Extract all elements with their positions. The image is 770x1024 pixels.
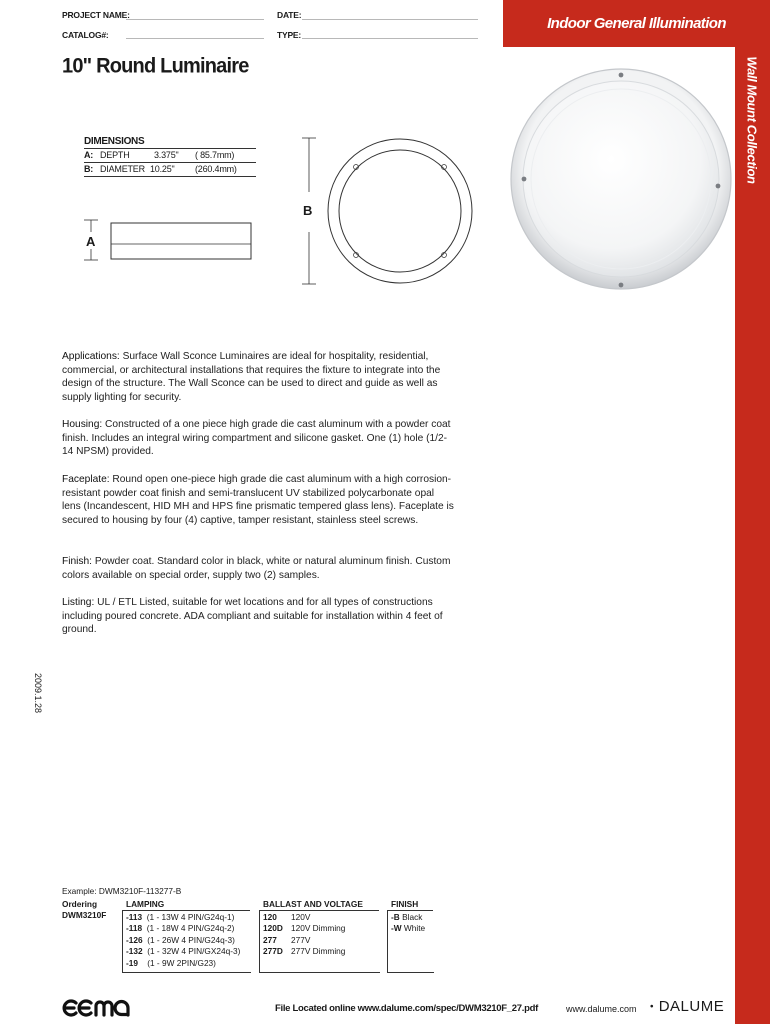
ballast-option: 277D 277V Dimming [263,946,346,957]
paragraph-text: Powder coat. Standard color in black, white or natural aluminum finish. Custom colors available on special order, supply two (2) samples. [62,556,451,581]
diameter-label: B [303,203,313,218]
lamping-option: -19 (1 - 9W 2PIN/G23) [126,957,216,968]
paragraph-finish [62,555,454,582]
ballast-options [263,912,345,958]
date-field[interactable] [302,19,478,20]
date-stamp: 2009.1.28 [33,672,43,714]
dimension-name: DEPTH [100,150,130,160]
dimension-row-diameter [84,162,256,177]
paragraph-applications [62,350,454,404]
paragraph-text: Surface Wall Sconce Luminaires are ideal for hospitality, residential, commercial, or architectural installations that requires the fixture to integrate into the design of the structure. The Wall Sconce can be used to direct and guide as well as supply lighting for security. [62,351,441,403]
ordering-label-text: Ordering [62,899,98,909]
lamping-option: -118 (1 - 18W 4 PIN/G24q-2) [126,923,235,934]
paragraph-lead: Faceplate: [62,474,110,485]
type-label: TYPE: [277,30,302,40]
front-view-diagram [298,132,488,292]
finish-option: -W White [391,923,426,934]
paragraph-housing [62,418,454,459]
eema-logo-mark [62,998,138,1018]
collection-title: Wall Mount Collection [744,56,760,184]
category-banner [503,0,770,47]
ballast-heading: BALLAST AND VOLTAGE [259,899,379,911]
product-photo [508,66,734,292]
finish-option: -B Black [391,912,423,922]
paragraph-lead: Housing: [62,419,103,430]
ordering-label [62,899,97,910]
dimension-name: DIAMETER [100,164,145,174]
finish-options [391,912,425,935]
paragraph-text: Constructed of a one piece high grade die cast aluminum with a powder coat finish. Includes an integral wiring compartment and silicone gasket. One (1) hole (1/2-14 NPSM) provided. [62,419,451,458]
type-field[interactable] [302,38,478,39]
dimensions-heading: DIMENSIONS [84,136,145,147]
dimension-key: B: [84,164,94,174]
website-link[interactable]: www.dalume.com [566,1004,637,1014]
collection-sidebar [735,47,770,1024]
dimension-key: A: [84,150,94,160]
side-view-diagram [80,214,260,264]
paragraph-lead: Listing: [62,597,95,608]
paragraph-lead: Applications: [62,351,120,362]
file-location[interactable]: File Located online www.dalume.com/spec/DWM3210F_27.pdf [275,1003,538,1014]
dimension-imperial: 3.375" [154,150,179,160]
lamping-option: -113 (1 - 13W 4 PIN/G24q-1) [126,912,235,922]
dalume-brand [650,998,724,1015]
ballast-option: 277 277V [263,934,311,945]
paragraph-lead: Finish: [62,556,93,567]
lamping-heading: LAMPING [122,899,250,911]
dimension-metric: (260.4mm) [195,164,237,174]
lamping-option: -126 (1 - 26W 4 PIN/G24q-3) [126,934,235,945]
ordering-example: Example: DWM3210F-113277-B [62,886,182,896]
ordering-model [62,910,106,921]
page-title: 10" Round Luminaire [62,54,249,78]
catalog-label: CATALOG#: [62,30,109,40]
paragraph-listing [62,596,454,637]
paragraph-text: UL / ETL Listed, suitable for wet locations and for all types of constructions including poured concrete. ADA compliant and suitable for installation within 4 feet of ground. [62,597,443,636]
finish-heading: FINISH [387,899,433,911]
bullet-icon: • [650,1001,655,1013]
project-name-label: PROJECT NAME: [62,10,130,20]
date-label: DATE: [277,10,302,20]
paragraph-text: Round open one-piece high grade die cast aluminum with a high corrosion-resistant powder coat finish and semi-translucent UV stabilized polycarbonate opal lens (Incandescent, HID MH and HPS fine prismatic tempered glass lens). Faceplate is secured to housing by four (4) captive, tamper resistant, stainless steel screws. [62,474,454,526]
paragraph-faceplate [62,473,454,527]
catalog-field[interactable] [126,38,264,39]
project-name-field[interactable] [126,19,264,20]
dimension-metric: ( 85.7mm) [195,150,235,160]
dimension-imperial: 10.25" [150,164,175,174]
ordering-model-text: DWM3210F [62,910,107,920]
dimension-row-depth [84,148,256,162]
category-title: Indoor General Illumination [547,15,726,32]
lamping-option: -132 (1 - 32W 4 PIN/GX24q-3) [126,946,241,957]
eema-logo [62,998,138,1023]
ballast-option: 120 120V [263,912,311,922]
ballast-option: 120D 120V Dimming [263,923,346,934]
lamping-options [126,912,240,969]
depth-label: A [86,234,96,249]
brand-name: DALUME [658,998,725,1015]
